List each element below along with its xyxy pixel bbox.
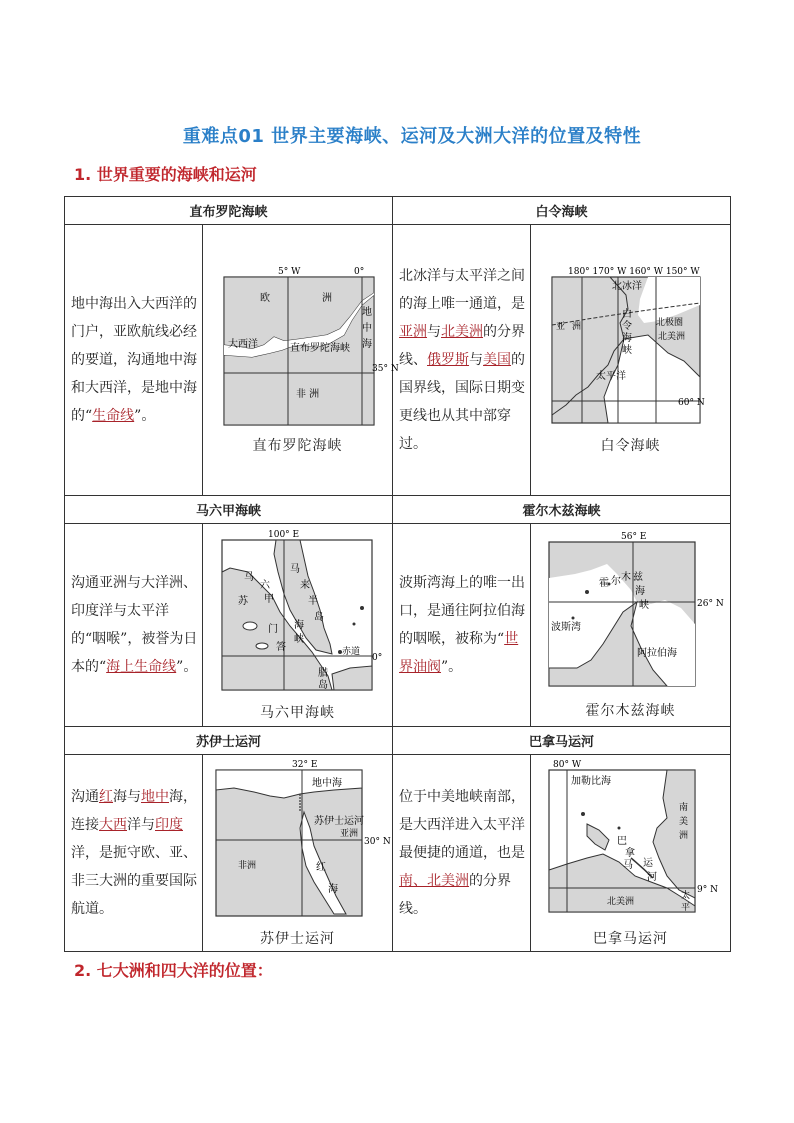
panama-figure: [531, 755, 731, 952]
svg-text:60° N: 60° N: [678, 398, 705, 408]
svg-text:苏伊士运河: 苏伊士运河: [313, 816, 364, 827]
svg-text:海: 海: [327, 884, 338, 895]
svg-text:洲: 洲: [678, 831, 688, 841]
gibraltar-caption: 直布罗陀海峡: [252, 438, 343, 454]
panama-map: [547, 758, 718, 920]
svg-text:太平洋: 太平洋: [596, 371, 627, 382]
cell-header-panama: 巴拿马运河: [393, 727, 731, 755]
svg-text:霍: 霍: [598, 578, 609, 589]
text-segment: 沟通: [71, 789, 99, 805]
svg-text:红: 红: [315, 862, 326, 873]
svg-text:海: 海: [293, 620, 304, 631]
svg-text:河: 河: [646, 872, 657, 883]
key-term: 大西: [99, 817, 127, 833]
text-segment: 洋，是扼守欧、亚、非三大洲的重要国际航道。: [71, 845, 197, 917]
key-term: 美国: [483, 352, 512, 368]
svg-text:5° W: 5° W: [277, 267, 300, 277]
svg-text:半: 半: [307, 596, 318, 607]
hormuz-description: [393, 524, 531, 727]
svg-text:80° W: 80° W: [552, 760, 581, 770]
svg-text:门: 门: [267, 624, 278, 635]
svg-text:30° N: 30° N: [363, 837, 391, 847]
bering-caption: 白令海峡: [600, 438, 661, 454]
svg-text:岛: 岛: [317, 680, 328, 691]
svg-text:北美洲: 北美洲: [658, 332, 686, 342]
svg-text:阿拉伯海: 阿拉伯海: [636, 648, 677, 659]
svg-text:9° N: 9° N: [696, 885, 718, 895]
suez-figure: [203, 755, 393, 952]
key-term: 俄罗斯: [427, 352, 470, 368]
cell-header-suez: 苏伊士运河: [65, 727, 393, 755]
gibraltar-map: [222, 265, 399, 427]
svg-text:岛: 岛: [313, 612, 324, 623]
bering-map: [548, 265, 713, 427]
text-segment: ”。: [441, 659, 463, 675]
svg-text:大西洋: 大西洋: [227, 339, 258, 350]
svg-text:北冰洋: 北冰洋: [612, 281, 643, 292]
text-segment: 北冰洋与太平洋之间的海上唯一通道，是: [399, 268, 526, 312]
svg-text:洲: 洲: [321, 293, 332, 304]
svg-text:加勒比海: 加勒比海: [570, 776, 611, 787]
svg-text:巴: 巴: [616, 836, 627, 847]
svg-text:马: 马: [289, 564, 300, 575]
svg-text:100° E: 100° E: [267, 530, 299, 540]
svg-text:中: 中: [361, 323, 372, 334]
text-segment: 的分界线、: [399, 324, 526, 368]
svg-text:拿: 拿: [624, 848, 635, 859]
svg-text:答: 答: [275, 642, 286, 653]
suez-map: [214, 758, 391, 920]
text-segment: 与: [469, 352, 484, 368]
text-segment: 波斯湾海上的唯一出口，是通往阿拉伯海的咽喉，被称为“: [399, 575, 526, 647]
svg-text:来: 来: [299, 580, 310, 591]
svg-text:苏: 苏: [237, 596, 248, 607]
key-term: 世界油阀: [399, 631, 519, 675]
svg-text:56° E: 56° E: [620, 532, 646, 542]
text-segment: 的国界线，国际日期变更线也从其中部穿过。: [399, 352, 526, 452]
hormuz-figure: [531, 524, 731, 727]
svg-text:甲: 甲: [263, 594, 274, 605]
key-term: 海上生命线: [106, 659, 177, 675]
svg-text:非 洲: 非 洲: [295, 389, 319, 400]
text-segment: 的分界线。: [399, 873, 512, 917]
svg-text:平: 平: [680, 903, 690, 913]
svg-text:峡: 峡: [638, 600, 649, 611]
svg-text:非洲: 非洲: [237, 861, 256, 871]
section-2-title: 2. 七大洲和四大洋的位置：: [74, 961, 273, 980]
svg-text:赤道: 赤道: [341, 647, 360, 657]
text-segment: 与: [427, 324, 442, 340]
key-term: 印度: [155, 817, 183, 833]
svg-text:32° E: 32° E: [291, 760, 317, 770]
svg-text:南: 南: [678, 803, 688, 813]
svg-text:六: 六: [259, 580, 270, 591]
gibraltar-description: [65, 225, 203, 496]
svg-text:峡: 峡: [293, 634, 304, 645]
svg-text:0°: 0°: [353, 267, 364, 277]
key-term: 北美洲: [441, 324, 484, 340]
text-segment: 位于中美地峡南部，是大西洋进入太平洋最便捷的通道，也是: [399, 789, 526, 861]
gibraltar-figure: [203, 225, 399, 496]
svg-text:美: 美: [678, 817, 688, 827]
key-term: 红: [99, 789, 113, 805]
suez-description: [65, 755, 203, 952]
svg-text:35° N: 35° N: [371, 364, 399, 374]
svg-text:北极圈: 北极圈: [656, 318, 684, 328]
text-segment: ”。: [134, 408, 156, 424]
svg-text:北美洲: 北美洲: [606, 897, 634, 907]
svg-text:白: 白: [622, 309, 633, 320]
svg-text:亚洲: 亚洲: [339, 829, 358, 839]
svg-text:海: 海: [634, 586, 645, 597]
svg-text:兹: 兹: [632, 572, 643, 583]
malacca-figure: [203, 524, 393, 727]
svg-text:海: 海: [361, 339, 372, 350]
svg-text:令: 令: [622, 321, 633, 332]
section-1-title: 1. 世界重要的海峡和运河: [74, 165, 257, 184]
straits-canals-table: [64, 196, 731, 952]
text-segment: 地中海出入大西洋的门户，亚欧航线必经的要道，沟通地中海和大西洋，是地中海的“: [71, 296, 197, 424]
cell-header-hormuz: 霍尔木兹海峡: [393, 496, 731, 524]
svg-text:峡: 峡: [622, 345, 633, 356]
text-segment: ”。: [176, 659, 198, 675]
svg-text:亚: 亚: [556, 322, 566, 332]
svg-text:木: 木: [620, 572, 631, 583]
cell-header-malacca: 马六甲海峡: [65, 496, 393, 524]
svg-text:太: 太: [680, 891, 690, 901]
suez-caption: 苏伊士运河: [260, 931, 335, 947]
svg-text:马: 马: [243, 572, 254, 583]
cell-header-bering: 白令海峡: [393, 197, 731, 225]
key-term: 亚洲: [399, 324, 428, 340]
svg-text:180° 170° W 160° W 150° W: 180° 170° W 160° W 150° W: [568, 267, 700, 277]
svg-text:腊: 腊: [317, 668, 328, 679]
malacca-caption: 马六甲海峡: [260, 705, 335, 721]
hormuz-caption: 霍尔木兹海峡: [585, 703, 676, 719]
panama-caption: 巴拿马运河: [593, 931, 669, 947]
key-term: 南、北美洲: [399, 873, 470, 889]
page-title: 重难点01 世界主要海峡、运河及大洲大洋的位置及特性: [182, 126, 642, 147]
text-segment: 洋与: [127, 817, 155, 833]
malacca-map: [220, 528, 382, 694]
svg-text:洲: 洲: [572, 322, 582, 332]
cell-header-gibraltar: 直布罗陀海峡: [65, 197, 393, 225]
key-term: 地中: [141, 789, 169, 805]
svg-text:波斯湾: 波斯湾: [550, 622, 581, 633]
svg-text:地: 地: [361, 307, 372, 318]
malacca-description: [65, 524, 203, 727]
svg-text:马: 马: [622, 860, 633, 871]
panama-description: [393, 755, 531, 952]
svg-text:直布罗陀海峡: 直布罗陀海峡: [289, 343, 350, 354]
text-segment: 沟通亚洲与大洋洲、印度洋与太平洋的“咽喉”，被誉为日本的“: [71, 575, 198, 675]
text-segment: 海与: [113, 789, 141, 805]
text-segment: 海，连接: [71, 789, 197, 833]
bering-description: [393, 225, 531, 496]
svg-text:尔: 尔: [610, 576, 621, 587]
svg-text:地中海: 地中海: [311, 778, 342, 789]
svg-text:海: 海: [622, 333, 633, 344]
key-term: 生命线: [92, 408, 135, 424]
svg-text:欧: 欧: [259, 293, 270, 304]
svg-text:26° N: 26° N: [696, 599, 724, 609]
hormuz-map: [547, 530, 724, 692]
svg-text:0°: 0°: [371, 653, 382, 663]
svg-text:运: 运: [642, 858, 653, 869]
bering-figure: [531, 225, 731, 496]
